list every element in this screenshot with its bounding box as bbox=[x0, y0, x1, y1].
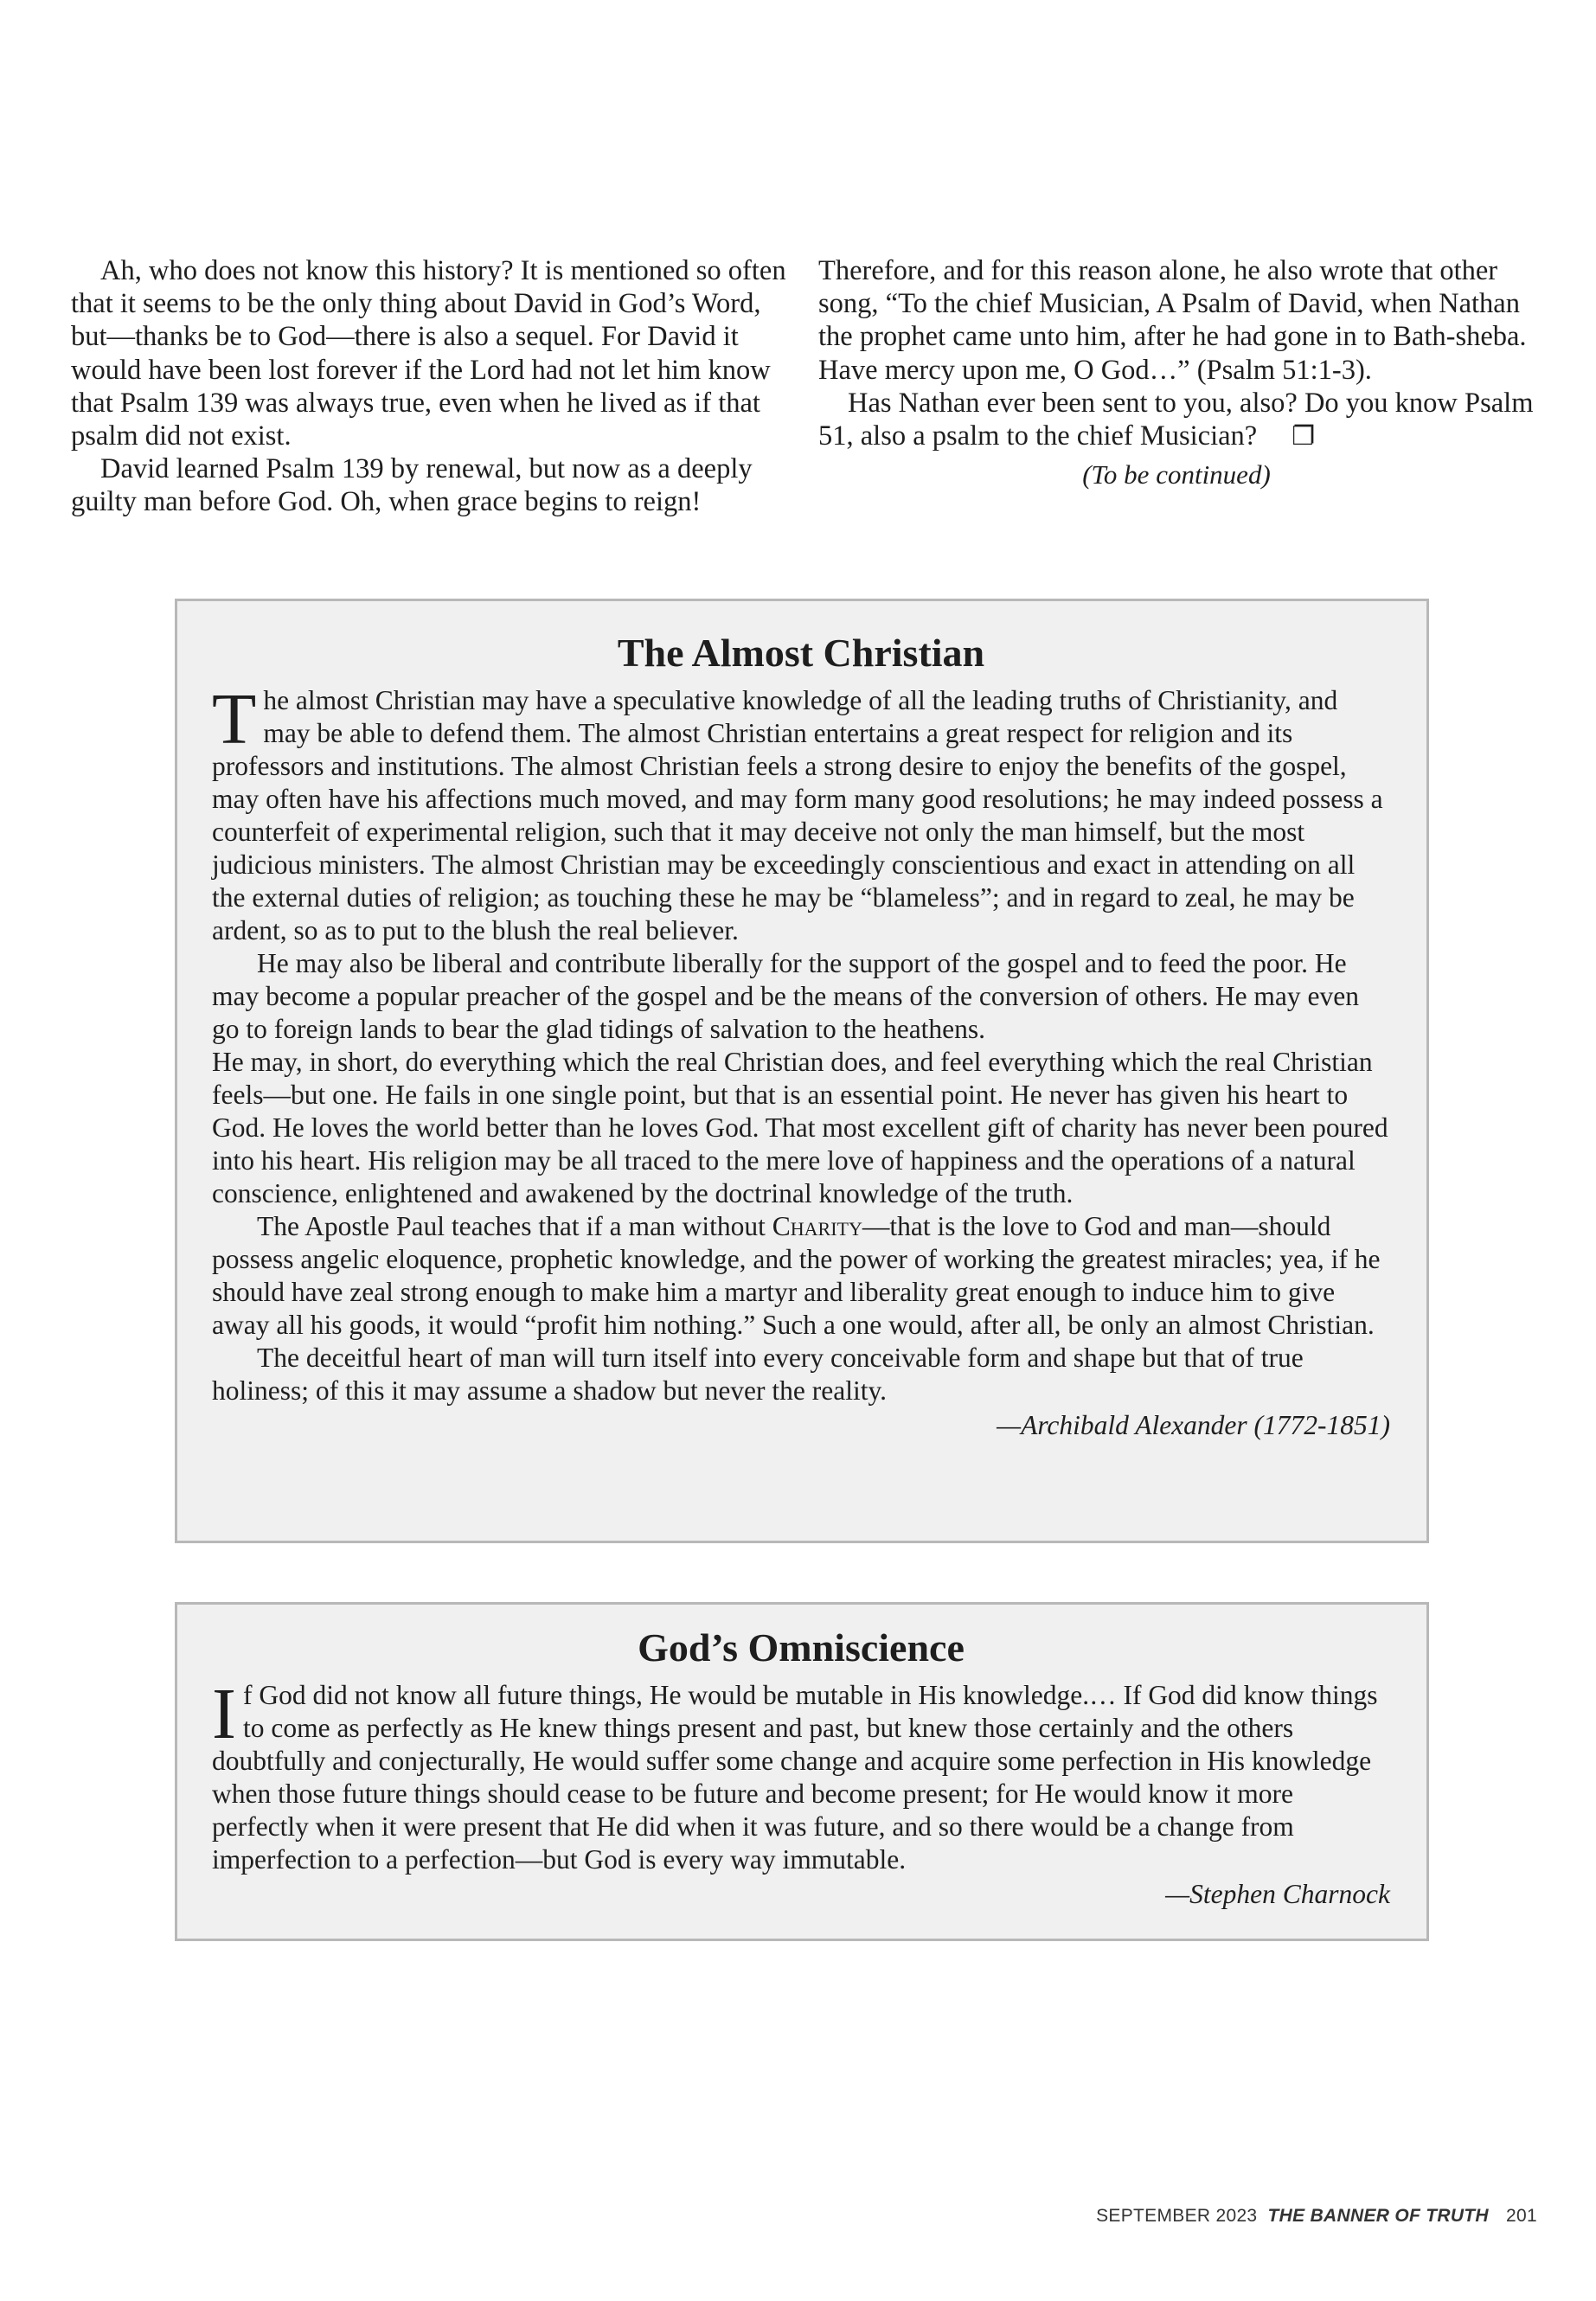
attribution: —Stephen Charnock bbox=[1165, 1879, 1390, 1909]
right-column bbox=[818, 254, 1535, 491]
page-number: 201 bbox=[1506, 2206, 1537, 2226]
page-footer bbox=[1096, 2206, 1537, 2227]
to-be-continued: (To be continued) bbox=[1082, 459, 1271, 490]
box-paragraph: The deceitful heart of man will turn itself into every conceivable form and shape but that of true holiness; of this it may assume a shadow but never the reality. bbox=[212, 1343, 1304, 1406]
box-paragraph: He may, in short, do everything which the real Christian does, and feel everything which the real Christian feels—but one. He fails in one single point, but that is an essential point. He never has given his heart to God. He loves the world better than he loves God. That most excellent gift of charity has never been poured into his heart. His religion may be all traced to the mere love of happiness and the operations of a natural conscience, enlightened and awakened by the doctrinal knowledge of the truth. bbox=[212, 1047, 1388, 1208]
drop-cap: I bbox=[212, 1674, 236, 1754]
attribution: —Archibald Alexander (1772-1851) bbox=[997, 1410, 1390, 1440]
magazine-name: THE BANNER OF TRUTH bbox=[1267, 2206, 1489, 2226]
article-paragraph: Ah, who does not know this history? It is mentioned so often that it seems to be the only thing about David in God’s Word, but—thanks be to God—there is also a sequel. For David it would have been lost forever if the Lord had not let him know that Psalm 139 was always true, even when he lived as if that psalm did not exist. bbox=[71, 255, 786, 452]
box-text: f God did not know all future things, He would be mutable in His knowledge.… If God did know things to come as perfectly as He knew things present and past, but knew those certainly and the others doubtfully and conjecturally, He would suffer some change and acquire some perfection in His knowledge when those future things should cease to be future and become present; for He would know it more perfectly when it were present that He did when it was future, and so there would be a change from imperfection to a perfection—but God is every way immutable. bbox=[212, 1680, 1378, 1875]
box-text: The Apostle Paul teaches that if a man without bbox=[257, 1211, 772, 1241]
footer-date: SEPTEMBER 2023 bbox=[1096, 2206, 1258, 2226]
box-paragraph bbox=[212, 679, 1390, 947]
almost-christian-box bbox=[175, 599, 1429, 1543]
small-caps-text: Charity bbox=[772, 1211, 862, 1241]
box-paragraph bbox=[212, 1674, 1390, 1876]
left-column bbox=[71, 254, 787, 519]
article-paragraph: David learned Psalm 139 by renewal, but now as a deeply guilty man before God. Oh, when grace begins to reign! bbox=[71, 453, 753, 518]
box-paragraph: He may also be liberal and contribute liberally for the support of the gospel and to feed the poor. He may become a popular preacher of the gospel and be the means of the conversion of others. He may even go to foreign lands to bear the glad tidings of salvation to the heathens. bbox=[212, 948, 1359, 1044]
article-paragraph bbox=[818, 387, 1535, 453]
end-mark-icon: ❐ bbox=[1292, 422, 1316, 452]
article-text: Has Nathan ever been sent to you, also? Do you know Psalm 51, also a psalm to the chief Musician? bbox=[818, 387, 1534, 452]
box-text: —that is the love to God and man—should possess angelic eloquence, prophetic knowledge, and the power of working the greatest miracles; yea, if he should have zeal strong enough to make him a martyr and liberality great enough to induce him to give away all his goods, it would “profit him nothing.” Such a one would, after all, be only an almost Christian. bbox=[212, 1211, 1381, 1340]
box-title: The Almost Christian bbox=[617, 631, 985, 675]
box-text: he almost Christian may have a speculative knowledge of all the leading truths of Christianity, and may be able to defend them. The almost Christian entertains a great respect for religion and its professors and institutions. The almost Christian feels a strong desire to enjoy the benefits of the gospel, may often have his affections much moved, and may form many good resolutions; he may indeed possess a counterfeit of experimental religion, such that it may deceive not only the man himself, but the most judicious ministers. The almost Christian may be exceedingly conscientious and exact in attending on all the external duties of religion; as touching these he may be “blameless”; and in regard to zeal, he may be ardent, so as to put to the blush the real believer. bbox=[212, 685, 1383, 945]
drop-cap: T bbox=[212, 679, 257, 760]
gods-omniscience-box bbox=[175, 1602, 1429, 1941]
article-paragraph: Therefore, and for this reason alone, he also wrote that other song, “To the chief Musician, A Psalm of David, when Nathan the prophet came unto him, after he had gone in to Bath-sheba. Have mercy upon me, O God…” (Psalm 51:1-3). bbox=[818, 255, 1527, 386]
box-title: God’s Omniscience bbox=[638, 1625, 965, 1670]
box-paragraph bbox=[212, 1210, 1390, 1342]
